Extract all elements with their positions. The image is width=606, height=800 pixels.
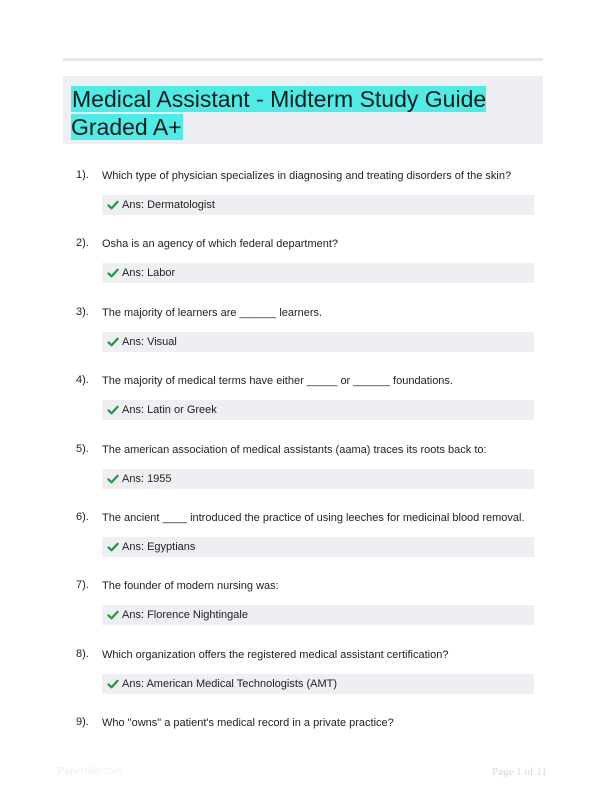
document-title — [71, 85, 537, 141]
check-icon — [107, 267, 119, 279]
answer-box — [102, 605, 534, 625]
check-icon — [107, 678, 119, 690]
answer-text: Ans: Latin or Greek — [122, 404, 217, 416]
question-number: 2). — [76, 237, 89, 249]
answer-box — [102, 674, 534, 694]
top-divider — [63, 58, 543, 61]
question-number: 5). — [76, 443, 89, 455]
check-icon — [107, 404, 119, 416]
page-indicator: Page 1 of 11 — [492, 766, 547, 778]
check-icon — [107, 541, 119, 553]
check-icon — [107, 199, 119, 211]
question-number: 4). — [76, 374, 89, 386]
answer-text: Ans: 1955 — [122, 473, 172, 485]
answer-text: Ans: Florence Nightingale — [122, 609, 248, 621]
question-text: Which type of physician specializes in diagnosing and treating disorders of the skin? — [102, 170, 512, 182]
question-number: 3). — [76, 306, 89, 318]
question-text: The majority of medical terms have either _____ or ______ foundations. — [102, 375, 453, 387]
question-number: 1). — [76, 169, 89, 181]
answer-box — [102, 263, 534, 283]
check-icon — [107, 473, 119, 485]
document-title-highlight: Medical Assistant - Midterm Study Guide Graded A+ — [71, 86, 487, 140]
question-text: The majority of learners are ______ learners. — [102, 307, 323, 319]
answer-text: Ans: Labor — [122, 267, 176, 279]
answer-text: Ans: Dermatologist — [122, 199, 215, 211]
question-number: 7). — [76, 579, 89, 591]
footer-watermark: Papertitle.com — [58, 766, 122, 777]
question-text: The ancient ____ introduced the practice of using leeches for medicinal blood removal. — [102, 512, 525, 524]
answer-text: Ans: American Medical Technologists (AMT) — [122, 678, 337, 690]
question-text: Osha is an agency of which federal department? — [102, 238, 339, 250]
check-icon — [107, 336, 119, 348]
check-icon — [107, 609, 119, 621]
question-text: Which organization offers the registered medical assistant certification? — [102, 649, 449, 661]
title-panel — [63, 76, 543, 144]
answer-text: Ans: Egyptians — [122, 541, 196, 553]
answer-box — [102, 537, 534, 557]
answer-box — [102, 195, 534, 215]
question-number: 9). — [76, 716, 89, 728]
question-number: 6). — [76, 511, 89, 523]
answer-box — [102, 332, 534, 352]
question-number: 8). — [76, 648, 89, 660]
answer-box — [102, 469, 534, 489]
question-text: The founder of modern nursing was: — [102, 580, 279, 592]
question-text: Who "owns" a patient's medical record in a private practice? — [102, 717, 394, 729]
question-text: The american association of medical assistants (aama) traces its roots back to: — [102, 444, 487, 456]
answer-box — [102, 400, 534, 420]
answer-text: Ans: Visual — [122, 336, 177, 348]
